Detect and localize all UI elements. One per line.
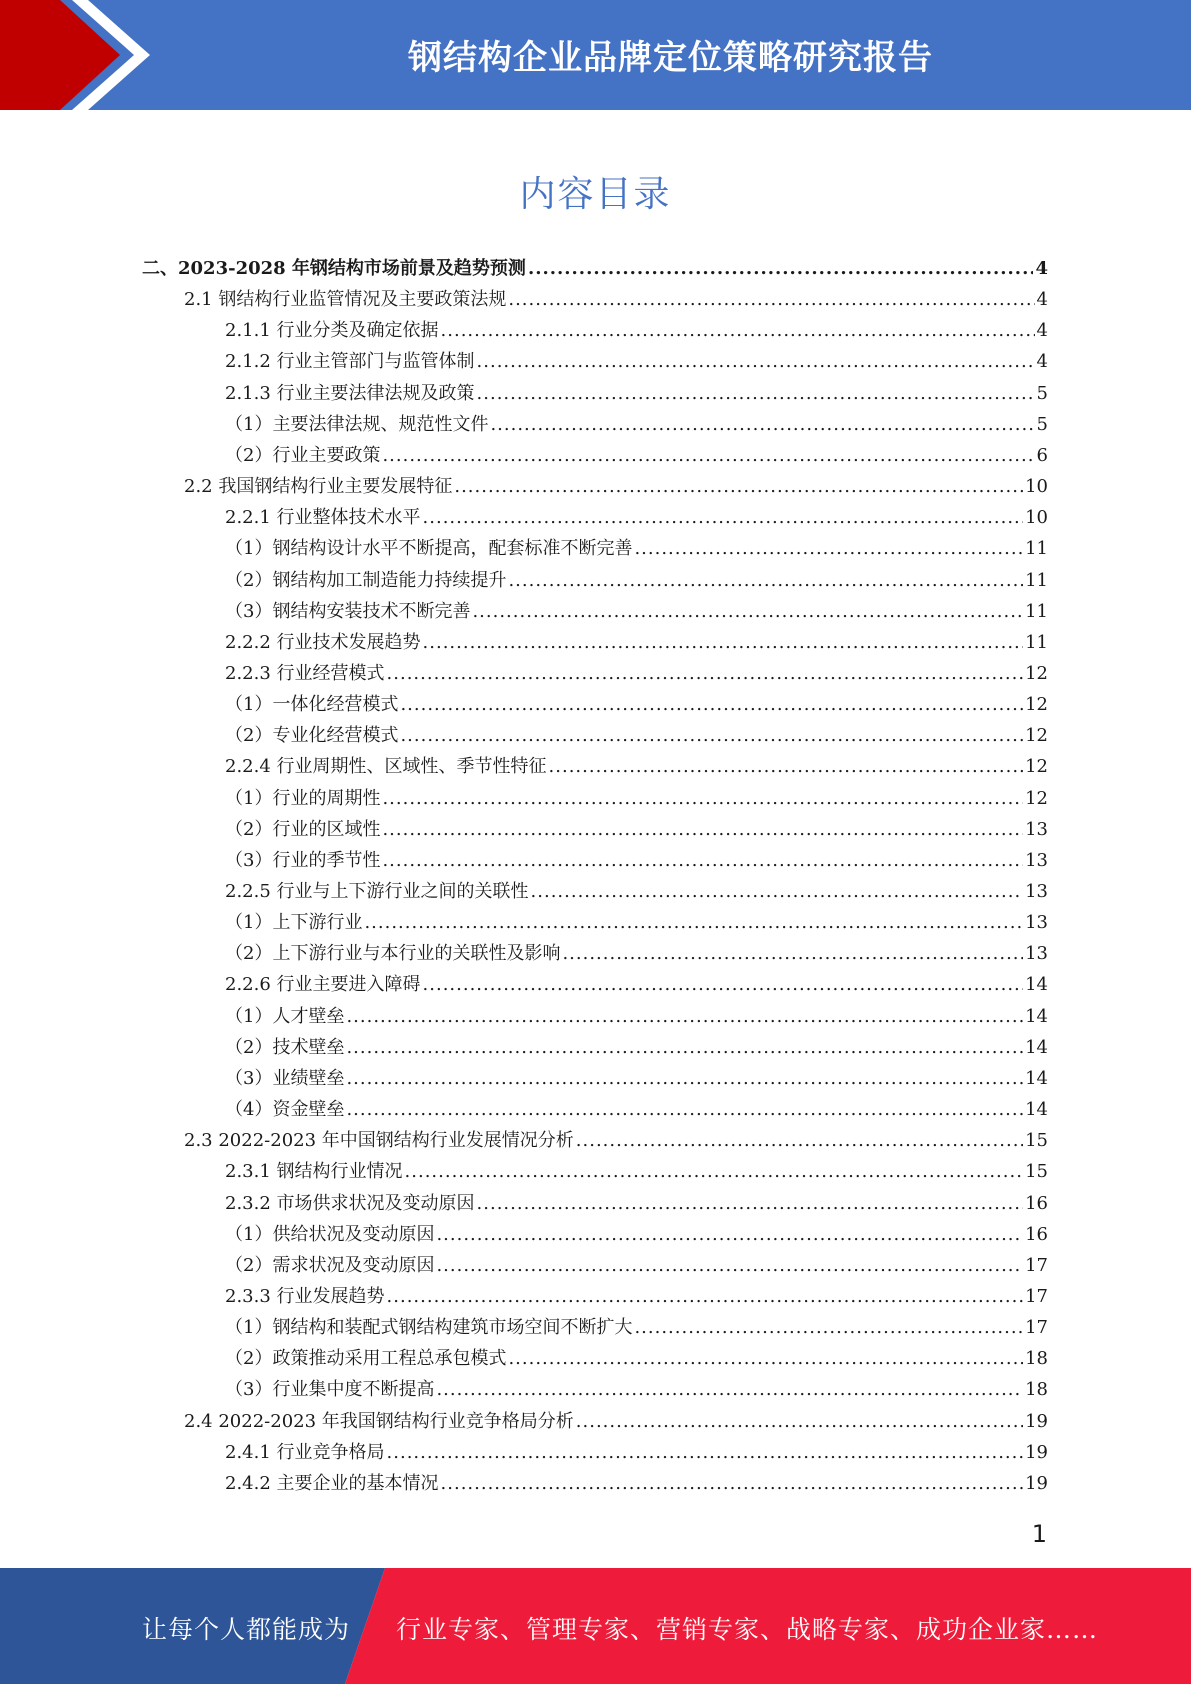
toc-dot-leader <box>441 315 1035 346</box>
toc-entry-label: 2.4.1 行业竞争格局 <box>225 1441 385 1463</box>
toc-entry-page: 12 <box>1025 725 1048 747</box>
toc-dot-leader <box>382 814 1023 845</box>
report-title: 钢结构企业品牌定位策略研究报告 <box>408 38 933 78</box>
toc-entry-page: 11 <box>1025 538 1048 560</box>
toc-dot-leader <box>364 907 1023 938</box>
toc-entry-page: 14 <box>1025 1067 1048 1089</box>
toc-dot-leader <box>346 1032 1023 1063</box>
toc-entry-page: 11 <box>1025 600 1048 622</box>
toc-heading: 内容目录 <box>519 174 672 215</box>
toc-dot-leader <box>400 720 1023 751</box>
toc-entry-page: 14 <box>1025 1005 1048 1027</box>
header-band <box>0 0 1191 110</box>
toc-entry[interactable] <box>225 1156 1048 1187</box>
toc-entry-label: 2.2 我国钢结构行业主要发展特征 <box>184 476 453 498</box>
toc-entry-page: 11 <box>1025 569 1048 591</box>
toc-entry-label: （4）资金壁垒 <box>225 1099 345 1121</box>
toc-dot-leader <box>531 876 1024 907</box>
toc-entry-page: 18 <box>1025 1348 1048 1370</box>
toc-dot-leader <box>405 1156 1024 1187</box>
toc-entry-label: （2）政策推动采用工程总承包模式 <box>225 1348 507 1370</box>
toc-entry-page: 19 <box>1025 1472 1048 1494</box>
toc-entry[interactable] <box>225 845 1048 876</box>
toc-entry-page: 4 <box>1036 351 1048 373</box>
toc-dot-leader <box>477 378 1035 409</box>
toc-dot-leader <box>454 471 1023 502</box>
toc-entry[interactable] <box>225 1343 1048 1374</box>
toc-entry-page: 4 <box>1036 320 1048 342</box>
toc-entry[interactable] <box>225 907 1048 938</box>
toc-entry[interactable] <box>225 689 1048 720</box>
toc-entry-label: （2）技术壁垒 <box>225 1036 345 1058</box>
toc-entry-page: 6 <box>1036 444 1048 466</box>
toc-entry-page: 19 <box>1025 1441 1048 1463</box>
toc-entry[interactable] <box>225 1437 1048 1468</box>
toc-entry[interactable] <box>225 876 1048 907</box>
toc-entry-label: （3）行业的季节性 <box>225 849 381 871</box>
toc-entry-label: 2.4 2022-2023 年我国钢结构行业竞争格局分析 <box>184 1410 574 1432</box>
toc-entry[interactable] <box>225 533 1048 564</box>
toc-entry-page: 12 <box>1025 662 1048 684</box>
toc-entry-page: 14 <box>1025 1036 1048 1058</box>
toc-entry[interactable] <box>225 378 1048 409</box>
toc-entry-page: 13 <box>1025 849 1048 871</box>
toc-dot-leader <box>436 1374 1023 1405</box>
toc-dot-leader <box>382 783 1023 814</box>
toc-entry-label: 2.1.2 行业主管部门与监管体制 <box>225 351 475 373</box>
toc-entry-page: 16 <box>1025 1223 1048 1245</box>
toc-entry-page: 15 <box>1025 1130 1048 1152</box>
toc-entry-label: （1）一体化经营模式 <box>225 694 399 716</box>
toc-dot-leader <box>346 1063 1023 1094</box>
toc-entry-label: 2.1.1 行业分类及确定依据 <box>225 320 439 342</box>
toc-entry[interactable] <box>225 1468 1048 1499</box>
toc-entry-page: 13 <box>1025 881 1048 902</box>
toc-dot-leader <box>508 284 1034 315</box>
toc-entry[interactable] <box>225 1032 1048 1063</box>
toc-dot-leader <box>477 1188 1024 1219</box>
toc-entry-label: （1）行业的周期性 <box>225 787 381 809</box>
toc-dot-leader <box>423 502 1024 533</box>
toc-entry[interactable] <box>225 440 1048 471</box>
toc-entry-page: 17 <box>1025 1254 1048 1276</box>
toc-dot-leader <box>472 596 1023 627</box>
toc-entry[interactable] <box>225 783 1048 814</box>
toc-dot-leader <box>634 1312 1023 1343</box>
toc-entry[interactable] <box>184 284 1048 315</box>
toc-entry-label: （2）行业主要政策 <box>225 444 381 466</box>
toc-entry-label: 2.1 钢结构行业监管情况及主要政策法规 <box>184 289 507 311</box>
toc-entry-label: 2.1.3 行业主要法律法规及政策 <box>225 382 475 404</box>
toc-entry-page: 11 <box>1025 631 1048 653</box>
toc-dot-leader <box>441 1468 1024 1499</box>
toc-entry[interactable] <box>225 938 1048 969</box>
toc-entry-page: 13 <box>1025 912 1048 934</box>
toc-dot-leader <box>436 1219 1023 1250</box>
toc-entry[interactable] <box>225 1188 1048 1219</box>
toc-entry-page: 16 <box>1025 1192 1048 1214</box>
toc-dot-leader <box>423 627 1024 658</box>
toc-entry-label: 2.2.4 行业周期性、区域性、季节性特征 <box>225 756 547 778</box>
footer-slogan-left: 让每个人都能成为 <box>142 1615 351 1644</box>
toc-entry[interactable] <box>225 814 1048 845</box>
toc-entry[interactable] <box>225 1001 1048 1032</box>
toc-entry-label: （1）人才壁垒 <box>225 1005 345 1027</box>
toc-entry[interactable] <box>225 315 1048 346</box>
toc-entry-label: 2.4.2 主要企业的基本情况 <box>225 1472 439 1494</box>
toc-entry-page: 4 <box>1036 289 1048 311</box>
toc-entry[interactable] <box>184 1406 1048 1437</box>
toc-entry-page: 18 <box>1025 1379 1048 1401</box>
toc-dot-leader <box>634 533 1023 564</box>
toc-entry-label: （2）专业化经营模式 <box>225 725 399 747</box>
toc-entry-label: 2.2.2 行业技术发展趋势 <box>225 631 421 653</box>
toc-entry-label: 2.3.2 市场供求状况及变动原因 <box>225 1192 475 1214</box>
toc-dot-leader <box>423 969 1024 1000</box>
toc-dot-leader <box>576 1125 1023 1156</box>
toc-entry[interactable] <box>184 471 1048 502</box>
toc-dot-leader <box>528 253 1034 284</box>
toc-dot-leader <box>346 1001 1023 1032</box>
toc-entry-page: 17 <box>1025 1285 1048 1307</box>
toc-entry-page: 14 <box>1025 1099 1048 1121</box>
toc-dot-leader <box>346 1094 1023 1125</box>
toc-entry-page: 10 <box>1025 507 1048 529</box>
toc-entry-page: 13 <box>1025 943 1048 965</box>
toc-entry-label: （1）供给状况及变动原因 <box>225 1223 435 1245</box>
toc-entry[interactable] <box>225 1063 1048 1094</box>
toc-entry[interactable] <box>225 1219 1048 1250</box>
toc-entry-label: 2.2.6 行业主要进入障碍 <box>225 974 421 996</box>
toc-entry[interactable] <box>225 969 1048 1000</box>
toc-entry-page: 4 <box>1035 258 1048 279</box>
toc-entry[interactable] <box>225 1312 1048 1343</box>
toc-entry-label: （1）钢结构和装配式钢结构建筑市场空间不断扩大 <box>225 1317 633 1339</box>
page-number: 1 <box>1031 1520 1047 1548</box>
toc-entry-label: （2）行业的区域性 <box>225 818 381 840</box>
toc-entry-label: （1）钢结构设计水平不断提高，配套标准不断完善 <box>225 538 633 560</box>
toc-dot-leader <box>387 1281 1024 1312</box>
toc-entry-page: 5 <box>1036 382 1048 404</box>
toc-dot-leader <box>382 440 1034 471</box>
toc-entry[interactable] <box>225 346 1048 377</box>
toc-dot-leader <box>508 1343 1023 1374</box>
toc-entry-label: （3）业绩壁垒 <box>225 1067 345 1089</box>
toc-entry-page: 14 <box>1025 974 1048 996</box>
toc-entry[interactable] <box>225 565 1048 596</box>
toc-dot-leader <box>477 346 1035 377</box>
toc-entry-page: 5 <box>1036 413 1048 435</box>
footer-band <box>0 1568 1191 1684</box>
toc-entry-page: 12 <box>1025 756 1048 778</box>
toc-entry-label: （3）钢结构安装技术不断完善 <box>225 600 471 622</box>
toc-entry[interactable] <box>225 720 1048 751</box>
toc-entry[interactable] <box>142 253 1048 284</box>
toc-entry[interactable] <box>225 1374 1048 1405</box>
toc-entry[interactable] <box>225 596 1048 627</box>
toc-entry[interactable] <box>225 1094 1048 1125</box>
toc-entry-label: 2.3.1 钢结构行业情况 <box>225 1161 403 1183</box>
toc-entry[interactable] <box>225 658 1048 689</box>
toc-dot-leader <box>490 409 1034 440</box>
toc-entry-page: 19 <box>1025 1410 1048 1432</box>
toc-entry-label: （3）行业集中度不断提高 <box>225 1379 435 1401</box>
toc-entry[interactable] <box>225 751 1048 782</box>
toc-entry-page: 12 <box>1025 787 1048 809</box>
toc-dot-leader <box>562 938 1023 969</box>
toc-entry-label: （1）主要法律法规、规范性文件 <box>225 413 489 435</box>
toc-dot-leader <box>387 1437 1024 1468</box>
toc-entry-label: 2.2.1 行业整体技术水平 <box>225 507 421 529</box>
toc-entry-page: 13 <box>1025 818 1048 840</box>
toc-entry-page: 12 <box>1025 694 1048 716</box>
toc-entry-label: 2.2.5 行业与上下游行业之间的关联性 <box>225 881 529 902</box>
toc-entry-label: 二、2023-2028 年钢结构市场前景及趋势预测 <box>142 258 526 279</box>
toc-dot-leader <box>576 1406 1023 1437</box>
toc-dot-leader <box>382 845 1023 876</box>
toc-entry-label: （2）上下游行业与本行业的关联性及影响 <box>225 943 561 965</box>
toc-dot-leader <box>549 751 1024 782</box>
toc-entry[interactable] <box>225 627 1048 658</box>
toc-entry-label: 2.3 2022-2023 年中国钢结构行业发展情况分析 <box>184 1130 574 1152</box>
toc-entry-label: （2）需求状况及变动原因 <box>225 1254 435 1276</box>
toc-entry-label: 2.2.3 行业经营模式 <box>225 662 385 684</box>
footer-slogan-right: 行业专家、管理专家、营销专家、战略专家、成功企业家…… <box>396 1615 1099 1644</box>
toc-dot-leader <box>508 565 1023 596</box>
toc-entry[interactable] <box>184 1125 1048 1156</box>
toc-entry-page: 10 <box>1025 476 1048 498</box>
toc-entry-label: 2.3.3 行业发展趋势 <box>225 1285 385 1307</box>
toc-entry[interactable] <box>225 502 1048 533</box>
toc-entry[interactable] <box>225 1250 1048 1281</box>
toc-entry[interactable] <box>225 1281 1048 1312</box>
toc-entry-page: 17 <box>1025 1317 1048 1339</box>
toc-entry-label: （1）上下游行业 <box>225 912 363 934</box>
toc-entry-page: 15 <box>1025 1161 1048 1183</box>
toc-dot-leader <box>436 1250 1023 1281</box>
toc-dot-leader <box>387 658 1024 689</box>
toc-dot-leader <box>400 689 1023 720</box>
toc-entry[interactable] <box>225 409 1048 440</box>
toc-entry-label: （2）钢结构加工制造能力持续提升 <box>225 569 507 591</box>
